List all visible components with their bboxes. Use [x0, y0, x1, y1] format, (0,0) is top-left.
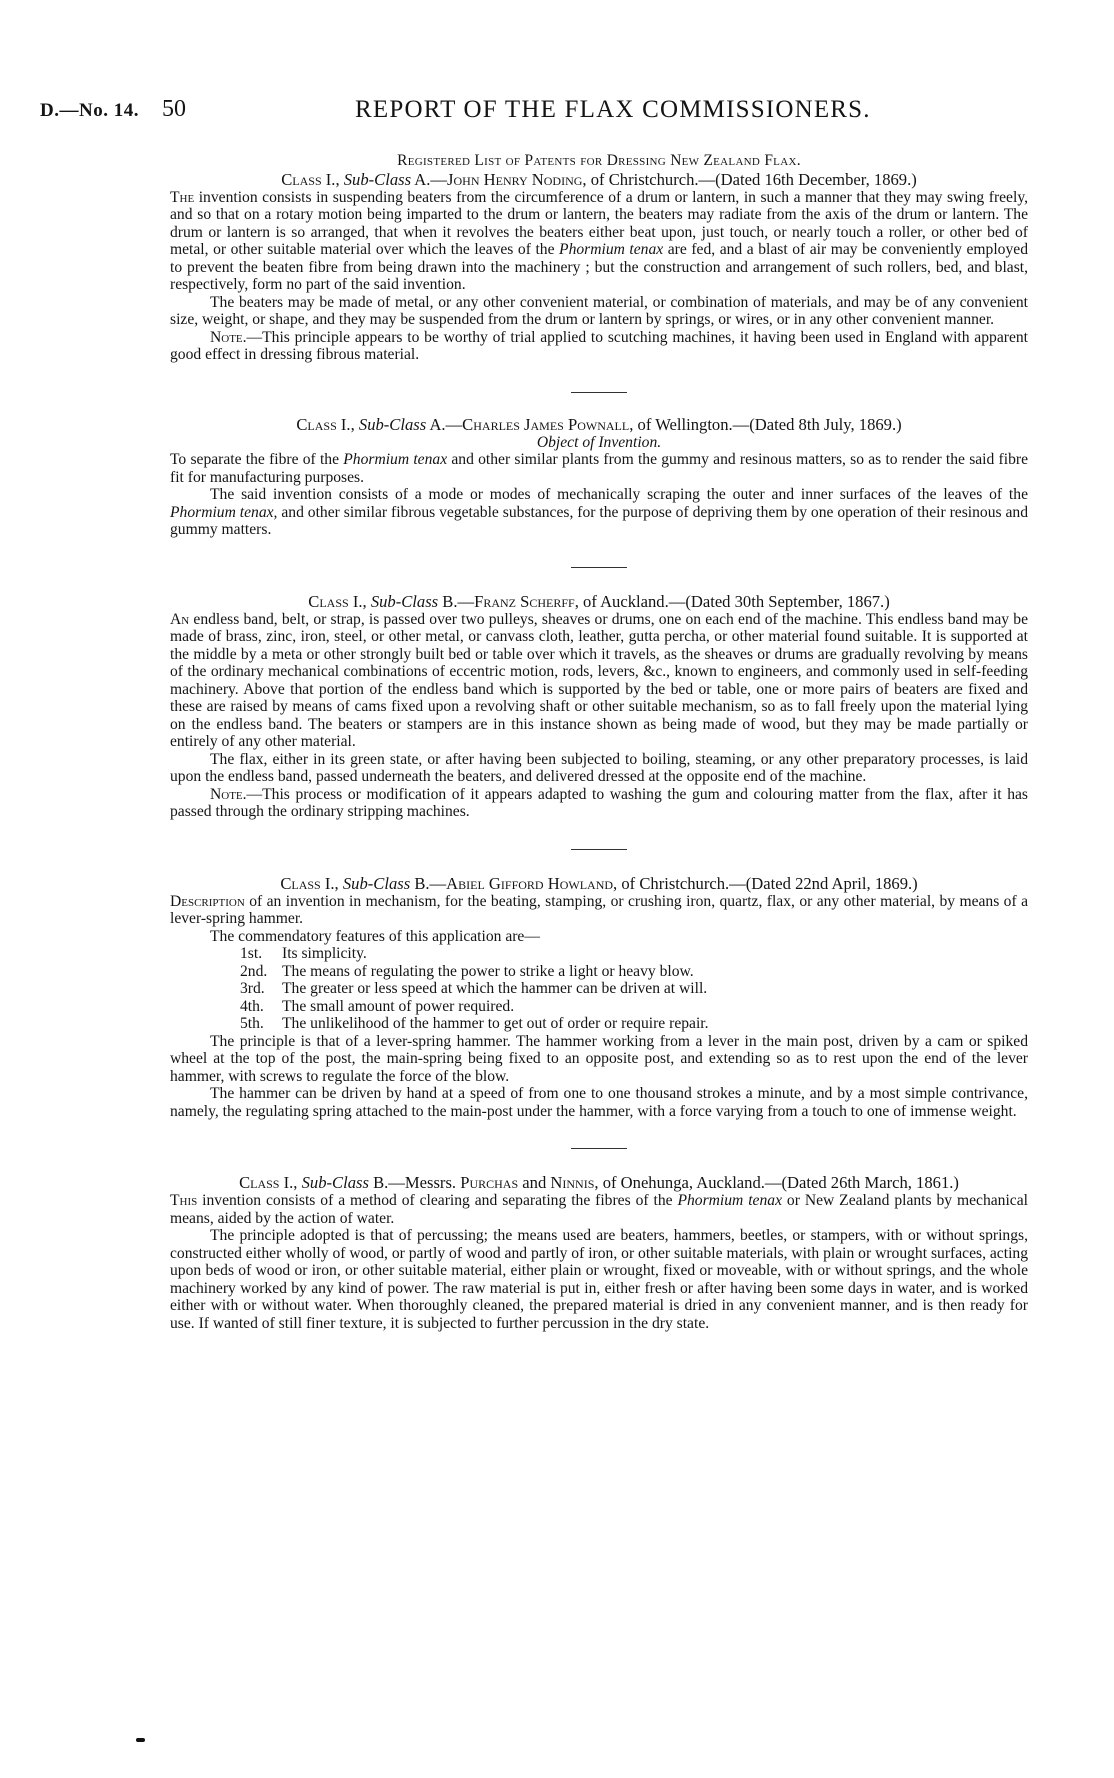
list-number: 3rd.	[240, 980, 265, 997]
paragraph: The flax, either in its green state, or after having been subjected to boiling, steaming, or any other preparatory processes, is laid upon the endless band, passed underneath the beaters, and delivered dressed at the opposite end of the machine.	[170, 750, 1028, 785]
lead-word: This	[170, 1192, 198, 1209]
text-run: and other similar plants from the gummy and resinous matters, so as to render the said fibre fit for manufacturing purposes.	[170, 451, 1028, 486]
text-run: invention consists of a method of clearing and separating the fibres of the	[197, 1192, 678, 1209]
section-divider	[571, 392, 627, 393]
patentee-name-2: Ninnis,	[550, 1173, 599, 1192]
lead-word: The	[170, 188, 195, 206]
patent-entry-pownall	[170, 415, 1028, 539]
italic-term: Phormium tenax,	[170, 503, 278, 521]
list-text: The greater or less speed at which the hammer can be driven at will.	[282, 980, 708, 997]
subclass-letter: A.—	[414, 169, 448, 189]
list-number: 4th.	[240, 997, 264, 1015]
list-number: 2nd.	[240, 962, 268, 980]
paragraph: The commendatory features of this application are—	[210, 927, 540, 945]
paragraph	[170, 451, 1028, 486]
class-label: Class I.,	[296, 414, 355, 434]
patentee-name: Charles James Pownall,	[462, 414, 634, 434]
text-run: To separate the fibre of the	[170, 451, 344, 468]
list-item	[240, 1015, 1028, 1033]
subclass-label: Sub-Class	[358, 414, 427, 434]
note-label: Note.	[210, 785, 247, 803]
paragraph	[170, 1192, 1028, 1227]
section-divider	[571, 1148, 627, 1149]
subclass-letter: B.—	[442, 591, 475, 611]
italic-term: Phormium tenax	[343, 451, 448, 468]
page-number: 50	[162, 96, 186, 122]
patentee-prefix: Messrs.	[404, 1173, 457, 1192]
patentee-name: John Henry Noding,	[447, 169, 587, 189]
text-run: and other similar fibrous vegetable substances, for the purpose of depriving them by one operation of their resinous and gummy matters.	[170, 503, 1029, 538]
class-label: Class I.,	[280, 873, 339, 893]
text-run: or New Zealand plants by mechanical means, aided by the action of water.	[170, 1192, 1028, 1227]
patentee-place-date: of Onehunga, Auckland.—(Dated 26th March, 1861.)	[598, 1173, 959, 1192]
paragraph	[170, 893, 1028, 928]
paragraph: The beaters may be made of metal, or any other convenient material, or combination of materials, and may be of any convenient size, weight, or shape, and they may be suspended from the drum or lantern by springs, or wires, or in any other convenient manner.	[170, 293, 1028, 328]
subclass-label: Sub-Class	[370, 591, 439, 611]
list-title: Registered List of Patents for Dressing New Zealand Flax.	[397, 152, 801, 169]
paragraph	[170, 486, 1028, 539]
note-text: —This process or modification of it appears adapted to washing the gum and colouring matter from the flax, after it has passed through the ordinary stripping machines.	[170, 785, 1028, 820]
subclass-label: Sub-Class	[342, 873, 411, 893]
subclass-label: Sub-Class	[301, 1173, 369, 1192]
italic-term: Phormium tenax	[677, 1192, 782, 1209]
lead-word: Description	[170, 892, 245, 910]
patent-entry-purchas-ninnis	[170, 1173, 1028, 1332]
subclass-label: Sub-Class	[343, 169, 412, 189]
paragraph: The hammer can be driven by hand at a speed of from one to one thousand strokes a minute, and by a most simple contrivance, namely, the regulating spring attached to the main-post under the hammer, with a force varying from a touch to one of immense weight.	[170, 1085, 1028, 1120]
note-paragraph	[170, 786, 1028, 821]
entry-heading	[170, 874, 1028, 893]
report-title: REPORT OF THE FLAX COMMISSIONERS.	[355, 96, 871, 123]
text-run: endless band, belt, or strap, is passed over two pulleys, sheaves or drums, one on each end of the machine. This endless band may be made of brass, zinc, iron, steel, or other metal, or canvass cloth, leather, gutta percha, or other material found suitable. It is supported at the middle by a meta or other strongly built bed or table over which it travels, as the sheaves or drums are gradually revolving by means of the ordinary mechanical combinations of eccentric motion, rods, levers, &c., known to engineers, and commonly used in self-feeding machinery. Above that portion of the endless band which is supported by the bed or table, one or more pairs of beaters are fixed and these are raised by means of cams fixed upon a revolving shaft or other suitable mechanism, so as to fall freely upon the material lying on the endless band. The beaters or stampers are in this instance shown as being made of wood, but they may be made partially or entirely of any other material.	[170, 610, 1028, 750]
conjunction: and	[518, 1173, 551, 1192]
patentee-name: Abiel Gifford Howland,	[446, 873, 618, 893]
subclass-letter: B.—	[373, 1173, 405, 1192]
paragraph: The principle is that of a lever-spring hammer. The hammer working from a lever in the main post, driven by a cam or spiked wheel at the top of the post, the main-spring being fixed to an opposite post, and extending so as to rest upon the end of the lever hammer, with screws to regulate the force of the blow.	[170, 1032, 1028, 1085]
patentee-name: Franz Scherff,	[474, 591, 579, 611]
text-run: The said invention consists of a mode or modes of mechanically scraping the outer and inner surfaces of the leaves of the	[210, 486, 1028, 503]
patentee-place-date: of Christchurch.—(Dated 22nd April, 1869.)	[617, 873, 918, 893]
text-run: of an invention in mechanism, for the beating, stamping, or crushing iron, quartz, flax, or any other material, by means of a lever-spring hammer.	[170, 892, 1028, 927]
patentee-place-date: of Wellington.—(Dated 8th July, 1869.)	[633, 414, 902, 434]
note-label: Note.	[210, 328, 247, 346]
patentee-name: Purchas	[460, 1173, 519, 1192]
document-body	[170, 152, 1028, 1332]
subclass-letter: B.—	[414, 873, 447, 893]
features-list	[240, 945, 1028, 1033]
paragraph	[170, 611, 1028, 751]
section-divider	[571, 567, 627, 568]
subheading: Object of Invention.	[536, 433, 662, 451]
running-header	[40, 94, 1070, 134]
document-reference: D.—No. 14.	[40, 100, 139, 121]
entry-heading	[170, 415, 1028, 434]
list-item	[240, 980, 1028, 998]
text-run: invention consists in suspending beaters from the circumference of a drum or lantern, in such a manner that they may swing freely, and so that on a rotary motion being imparted to the drum or lantern, the beaters may radiate from the axis of the drum or lantern. The drum or lantern is so arranged, that when it revolves the beaters either beat upon, just touch, or nearly touch a roller, or other bed of metal, or other suitable material over which the leaves of the	[170, 188, 1028, 258]
patent-entry-noding	[170, 170, 1028, 364]
list-number: 1st.	[240, 945, 263, 962]
list-item	[240, 998, 1028, 1016]
class-label: Class I.,	[281, 169, 340, 189]
patentee-place-date: of Auckland.—(Dated 30th September, 1867.)	[578, 591, 890, 611]
patent-entry-howland	[170, 874, 1028, 1121]
subclass-letter: A.—	[429, 414, 463, 434]
list-item	[240, 945, 1028, 963]
entry-heading	[170, 170, 1028, 189]
class-label: Class I.,	[308, 591, 367, 611]
class-label: Class I.,	[239, 1173, 298, 1192]
entry-heading	[170, 592, 1028, 611]
list-item	[240, 963, 1028, 981]
entry-heading	[170, 1173, 1028, 1192]
patent-entry-scherff	[170, 592, 1028, 821]
note-text: —This principle appears to be worthy of trial applied to scutching machines, it having been used in England with apparent good effect in dressing fibrous material.	[170, 328, 1028, 363]
note-paragraph	[170, 329, 1028, 364]
text-run: are fed, and a blast of air may be conveniently employed to prevent the beaten fibre from being drawn into the machinery ; but the construction and arrangement of such rollers, bed, and blast, respectively, form no part of the said invention.	[170, 241, 1028, 293]
section-divider	[571, 849, 627, 850]
list-text: The unlikelihood of the hammer to get out of order or require repair.	[282, 1015, 709, 1032]
paragraph: The principle adopted is that of percussing; the means used are beaters, hammers, beetles, or stampers, with or without springs, constructed either wholly of wood, or partly of wood and partly of iron, or other suitable materials, with plain or wrought surfaces, acting upon beds of wood or iron, or other suitable material, either plain or wrought, fixed or moveable, with or without springs, and the whole machinery worked by any kind of power. The raw material is put in, either fresh or after having been some days in water, and is worked either with or without water. When thoroughly cleaned, the prepared material is dried in any convenient manner, and is then ready for use. If wanted of still finer texture, it is subjected to further percussion in the dry state.	[170, 1227, 1028, 1332]
list-text: Its simplicity.	[282, 945, 367, 962]
lead-word: An	[170, 610, 190, 628]
italic-term: Phormium tenax	[559, 241, 664, 258]
list-text: The small amount of power required.	[282, 997, 515, 1015]
patentee-place-date: of Christchurch.—(Dated 16th December, 1869.)	[586, 169, 917, 189]
paragraph	[170, 189, 1028, 294]
list-number: 5th.	[240, 1015, 264, 1032]
ink-mark	[136, 1738, 145, 1742]
list-text: The means of regulating the power to strike a light or heavy blow.	[282, 962, 694, 980]
